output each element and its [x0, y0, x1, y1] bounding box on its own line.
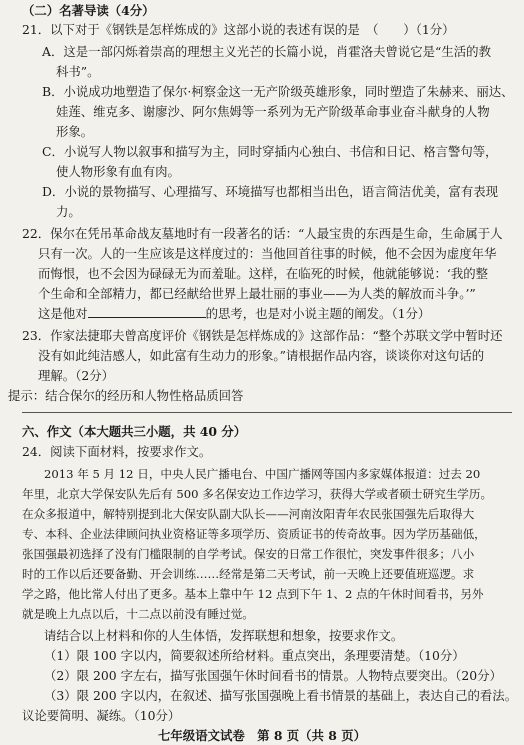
- q21-option-a-line2: 科书”。: [56, 64, 100, 79]
- question-23-line2: 没有如此纯洁感人，如此富有生动力的形象。”请根据作品内容，谈谈你对这句话的: [38, 348, 485, 363]
- question-24: 24．阅读下面材料，按要求作文。: [22, 444, 212, 459]
- q21-option-a-line1: A．这是一部闪烁着崇高的理想主义光芒的长篇小说，肖霍洛夫曾说它是“生活的教: [42, 44, 491, 59]
- question-22-line1: 22．保尔在凭吊革命战友墓地时有一段著名的话：“人最宝贵的东西是生命，生命属于人: [22, 226, 503, 241]
- page-footer: 七年级语文试卷 第 8 页（共 8 页）: [158, 728, 366, 743]
- answer-blank[interactable]: [88, 306, 206, 318]
- material-line4: 专、本科、企业法律顾问执业资格证等多项学历、资质证书的传奇故事。因为学历基础低，: [22, 527, 486, 541]
- task-3: （3）限 200 字以内，在叙述、描写张国强晚上看书情景的基础上，表达自己的看法。: [44, 688, 518, 703]
- material-line7: 学之路，他比常人付出了更多。基本上靠中午 12 点到下午 1、2 点的午休时间看书，另外: [22, 587, 484, 601]
- question-23-line3: 理解。（2分）: [38, 368, 115, 383]
- q21-option-d-line2: 力。: [56, 204, 81, 219]
- q22-suffix: 的思考，也是对小说主题的阐发。（1分）: [205, 306, 431, 321]
- answer-rule: [22, 412, 512, 413]
- task-intro: 请结合以上材料和你的人生体悟，发挥联想和想象，按要求作文。: [44, 628, 404, 643]
- question-23-line1: 23．作家法捷耶夫曾高度评价《钢铁是怎样炼成的》这部作品：“整个苏联文学中暂时还: [22, 328, 503, 343]
- material-line1: 2013 年 5 月 12 日，中央人民广播电台、中国广播网等国内多家媒体报道：过去 20: [44, 467, 481, 481]
- q21-option-b-line3: 形象。: [56, 124, 94, 139]
- section-heading-reading: （二）名著导读（4分）: [22, 3, 155, 18]
- material-line8: 就是晚上九点以后，十二点以前没有睡过觉。: [22, 607, 254, 621]
- task-1: （1）限 100 字以内，简要叙述所给材料。重点突出，条理要清楚。（10分）: [44, 648, 465, 663]
- q21-option-b-line1: B．小说成功地塑造了保尔·柯察金这一无产阶级英雄形象，同时塑造了朱赫来、丽达、: [42, 84, 514, 99]
- question-22-line2: 只有一次。人的一生应该是这样度过的：当他回首往事的时候，他不会因为虚度年华: [38, 246, 497, 261]
- question-22-line4: 个生命和全部精力，都已经献给世界上最壮丽的事业——为人类的解放而斗争。’”: [38, 286, 476, 301]
- section-heading-composition: 六、作文（本大题共三小题，共 40 分）: [22, 424, 247, 439]
- task-3-continued: 议论要简明、凝练。（10分）: [22, 708, 181, 723]
- material-line3: 在众多报道中，解特别提到北大保安队副大队长——河南汝阳青年农民张国强先后取得大: [22, 507, 475, 521]
- question-22-line5: [38, 306, 430, 322]
- q21-option-c-line2: 使人物形象有血有肉。: [56, 164, 180, 179]
- question-22-line3: 而悔恨，也不会因为碌碌无为而羞耻。这样，在临死的时候，他就能够说：‘我的整: [38, 266, 489, 281]
- q21-option-d-line1: D．小说的景物描写、心理描写、环境描写也都相当出色，语言简洁优美，富有表现: [42, 184, 498, 199]
- question-21-stem: 21．以下对于《钢铁是怎样炼成的》这部小说的表述有误的是 （ ）（1分）: [22, 22, 455, 37]
- q21-option-b-line2: 娃莲、维克多、谢廖沙、阿尔焦姆等一系列为无产阶级革命事业奋斗献身的人物: [56, 104, 490, 119]
- task-2: （2）限 200 字左右，描写张国强午休时间看书的情景。人物特点要突出。（20分）: [44, 668, 502, 683]
- question-23-hint: 提示：结合保尔的经历和人物性格品质回答: [8, 388, 244, 403]
- q21-option-c-line1: C．小说写人物以叙事和描写为主，同时穿插内心独白、书信和日记、格言警句等，: [42, 144, 498, 159]
- material-line5: 张国强最初选择了没有门槛限制的自学考试。保安的日常工作很忙，突发事件很多；八小: [22, 547, 475, 561]
- material-line6: 时的工作以后还要备勤、开会训练……经常是第二天考试，前一天晚上还要值班巡逻。求: [22, 567, 475, 581]
- q22-prefix: 这是他对: [38, 306, 88, 321]
- material-line2: 年里，北京大学保安队先后有 500 多名保安边工作边学习，获得大学或者硕士研究生学历。: [22, 487, 493, 501]
